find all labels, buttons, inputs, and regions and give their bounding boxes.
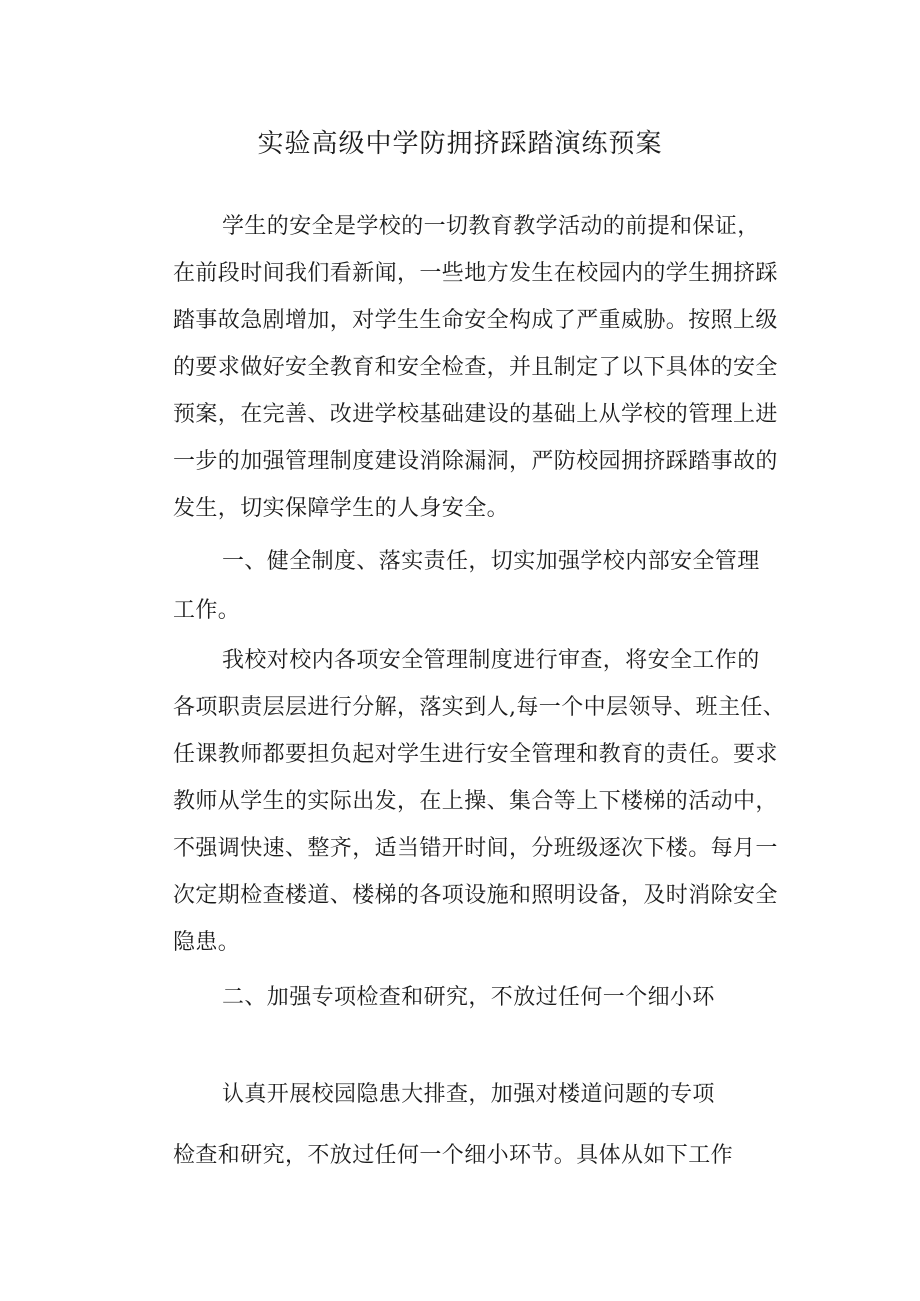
intro-line: 发生，切实保障学生的人身安全。 [173, 496, 510, 521]
section1-heading: 一、健全制度、落实责任，切实加强学校内部安全管理 [222, 549, 760, 574]
section1-body-line: 隐患。 [173, 930, 241, 955]
section1-body-line: 各项职责层层进行分解，落实到人,每一个中层领导、班主任、 [173, 695, 786, 720]
section2-body-line: 检查和研究，不放过任何一个细小环节。具体从如下工作 [173, 1143, 734, 1168]
intro-line: 踏事故急剧增加，对学生生命安全构成了严重威胁。按照上级 [173, 308, 778, 333]
intro-line: 在前段时间我们看新闻，一些地方发生在校园内的学生拥挤踩 [173, 261, 778, 286]
section1-heading: 工作。 [173, 598, 241, 623]
section1-body-line: 次定期检查楼道、楼梯的各项设施和照明设备，及时消除安全 [173, 883, 778, 908]
section1-body-line: 我校对校内各项安全管理制度进行审查，将安全工作的 [222, 648, 760, 673]
intro-line: 一步的加强管理制度建设消除漏洞，严防校园拥挤踩踏事故的 [173, 449, 778, 474]
intro-line: 学生的安全是学校的一切教育教学活动的前提和保证， [222, 214, 760, 239]
intro-line: 的要求做好安全教育和安全检查，并且制定了以下具体的安全 [173, 355, 778, 380]
intro-line: 预案，在完善、改进学校基础建设的基础上从学校的管理上进 [173, 402, 778, 427]
section2-body-line: 认真开展校园隐患大排查，加强对楼道问题的专项 [222, 1082, 715, 1107]
section1-body-line: 任课教师都要担负起对学生进行安全管理和教育的责任。要求 [173, 742, 778, 767]
section2-heading: 二、加强专项检查和研究，不放过任何一个细小环 [222, 985, 715, 1010]
document-title: 实验高级中学防拥挤踩踏演练预案 [257, 129, 663, 159]
section1-body-line: 教师从学生的实际出发，在上操、集合等上下楼梯的活动中， [173, 789, 778, 814]
section1-body-line: 不强调快速、整齐，适当错开时间，分班级逐次下楼。每月一 [173, 836, 778, 861]
